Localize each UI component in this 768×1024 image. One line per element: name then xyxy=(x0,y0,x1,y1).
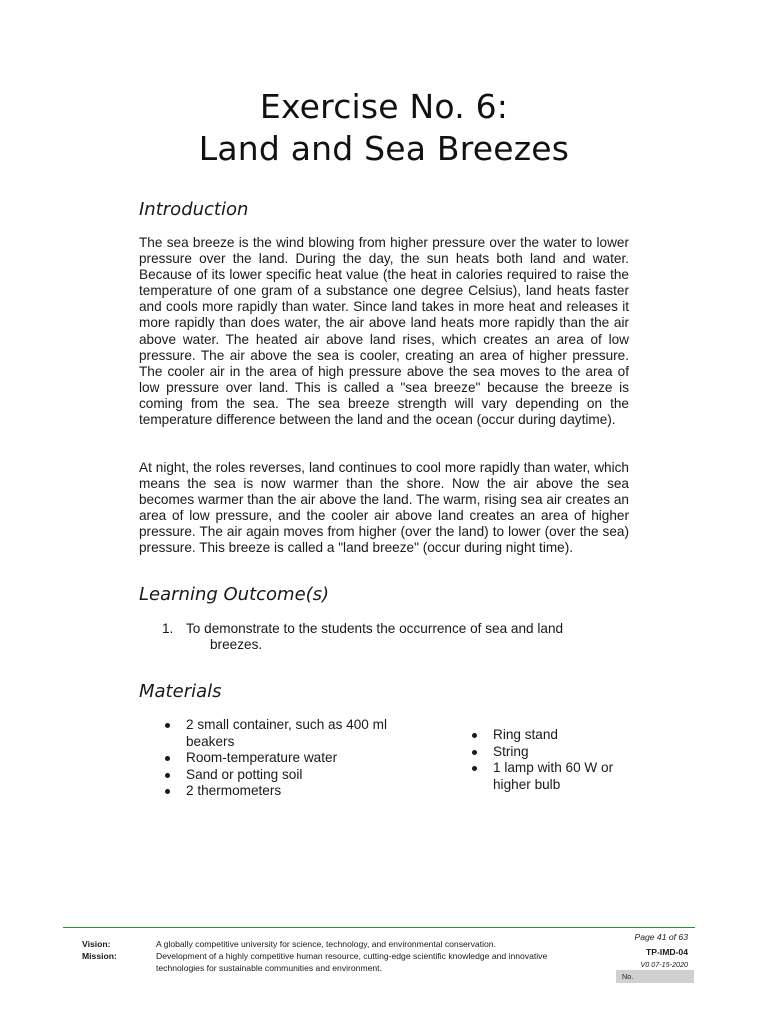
introduction-heading: Introduction xyxy=(139,199,249,220)
learning-outcomes-heading: Learning Outcome(s) xyxy=(139,584,330,605)
vision-text: A globally competitive university for science, technology, and environmental conservation. xyxy=(156,939,496,949)
material-item: 2 small container, such as 400 ml beakers xyxy=(186,717,387,749)
materials-list-right xyxy=(469,727,639,793)
mission-label: Mission: xyxy=(82,951,117,961)
materials-list-left xyxy=(162,717,412,800)
mission-text: Development of a highly competitive human resource, cutting-edge scientific knowledge and innovative technologies for sustainable communities and environment. xyxy=(156,951,548,973)
page-title xyxy=(0,86,768,170)
title-line-2: Land and Sea Breezes xyxy=(198,129,570,168)
bullet-icon xyxy=(472,733,477,738)
list-item-text: To demonstrate to the students the occurrence of sea and land xyxy=(186,621,564,636)
introduction-paragraph: The sea breeze is the wind blowing from higher pressure over the water to lower pressure over the land. During the day, the sun heats both land and water. Because of its lower specific heat value (the heat in calories required to raise the temperature of one gram of a substance one degree Celsius), land heats faster and cools more rapidly than water. Since land takes in more heat and releases it more rapidly than does water, the air above land heats more rapidly than the air above water. The heated air above land rises, which creates an area of low pressure. The air above the sea is cooler, creating an area of higher pressure. The cooler air in the area of high pressure above the sea moves to the area of low pressure over land. This is called a "sea breeze" because the breeze is coming from the sea. The sea breeze strength will vary depending on the temperature difference between the land and the ocean (occur during daytime). xyxy=(139,235,629,428)
bullet-icon xyxy=(165,789,170,794)
introduction-paragraph: At night, the roles reverses, land continues to cool more rapidly than water, which means the sea is now warmer than the shore. Now the air above the sea becomes warmer than the air above the land. The warm, rising sea air creates an area of low pressure, and the cooler air above land creates an area of higher pressure. The air again moves from higher (over the land) to lower (over the sea) pressure. This breeze is called a "land breeze" (occur during night time). xyxy=(139,460,629,556)
bullet-icon xyxy=(165,773,170,778)
material-item: Ring stand xyxy=(493,727,558,742)
document-version: V0 07-15-2020 xyxy=(640,960,688,969)
learning-outcomes-list xyxy=(162,621,602,653)
list-item-number: 1. xyxy=(162,621,174,636)
number-field xyxy=(616,970,694,983)
footer-divider xyxy=(63,927,695,928)
material-item: 2 thermometers xyxy=(186,783,282,798)
bullet-icon xyxy=(472,750,477,755)
material-item: 1 lamp with 60 W or higher bulb xyxy=(493,760,614,792)
material-item: Room-temperature water xyxy=(186,750,338,765)
material-item: Sand or potting soil xyxy=(186,766,303,782)
list-item xyxy=(162,750,412,767)
list-item xyxy=(469,744,639,761)
page-number: Page 41 of 63 xyxy=(634,932,688,942)
title-line-1: Exercise No. 6: xyxy=(259,87,509,126)
list-item xyxy=(162,717,412,750)
bullet-icon xyxy=(165,756,170,761)
document-code: TP-IMD-04 xyxy=(645,947,688,957)
number-field-label: No. xyxy=(622,972,634,981)
bullet-icon xyxy=(472,766,477,771)
list-item-text-continued: breezes. xyxy=(210,637,263,653)
list-item xyxy=(469,727,639,744)
material-item: String xyxy=(493,743,529,759)
bullet-icon xyxy=(165,723,170,728)
list-item xyxy=(162,783,412,800)
list-item xyxy=(162,621,602,653)
list-item xyxy=(469,760,639,793)
materials-heading: Materials xyxy=(139,681,222,702)
list-item xyxy=(162,767,412,784)
vision-label: Vision: xyxy=(82,939,111,949)
